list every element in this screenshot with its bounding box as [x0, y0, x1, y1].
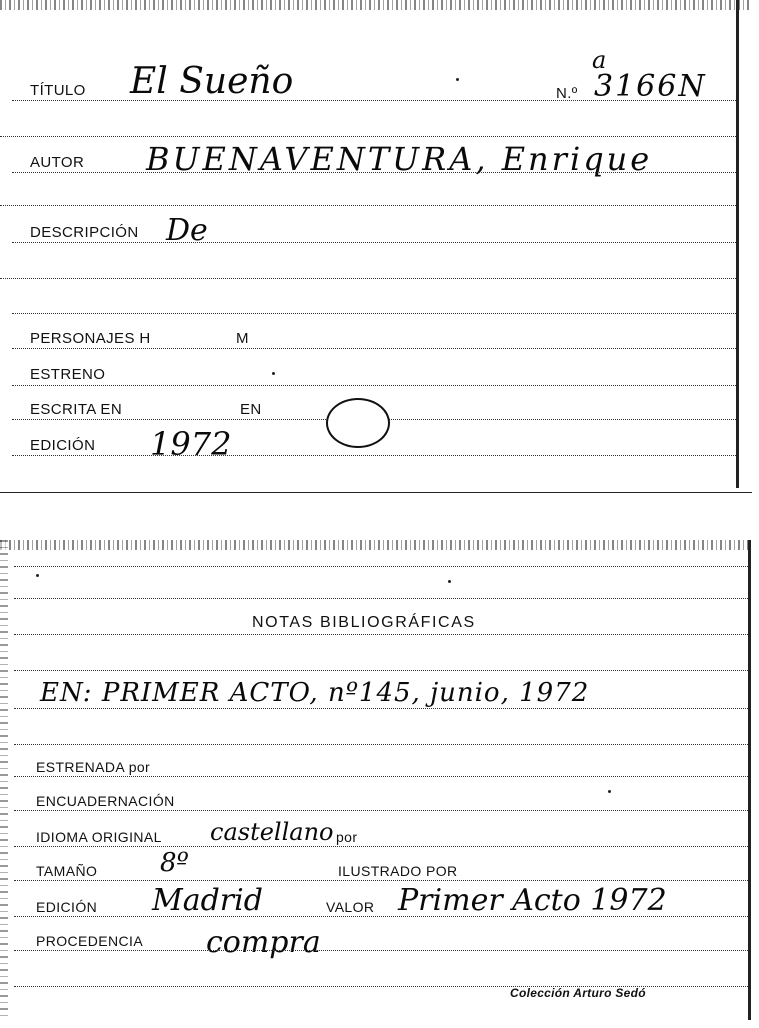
- catalog-card-back: [0, 540, 752, 1020]
- numero-value: 3166N: [594, 69, 707, 104]
- card-edge: [736, 0, 739, 488]
- ruled-line: [14, 846, 748, 847]
- ilustrado-label: ILUSTRADO POR: [338, 863, 458, 879]
- notas-heading: NOTAS BIBLIOGRÁFICAS: [252, 614, 476, 631]
- ruled-line: [14, 880, 748, 881]
- numero-superscript: a: [592, 46, 607, 74]
- procedencia-value: compra: [206, 925, 321, 960]
- ruled-line: [14, 670, 748, 671]
- card-edge: [0, 540, 752, 550]
- personajes-m-label: M: [236, 330, 249, 347]
- ruled-line: [12, 172, 736, 173]
- ruled-line: [12, 100, 736, 101]
- ruled-line: [12, 313, 736, 314]
- estrenada-label: ESTRENADA por: [36, 759, 151, 775]
- ruled-line: [14, 598, 748, 599]
- ruled-line: [0, 278, 736, 279]
- card-separator: [0, 492, 752, 493]
- punch-hole: [326, 398, 390, 448]
- procedencia-label: PROCEDENCIA: [36, 933, 144, 949]
- titulo-value: El Sueño: [130, 61, 294, 102]
- ruled-line: [14, 810, 748, 811]
- ruled-line: [14, 566, 748, 567]
- collection-footer: Colección Arturo Sedó: [510, 986, 646, 1000]
- edicion-value: 1972: [150, 425, 232, 463]
- valor-value: Primer Acto 1972: [398, 883, 667, 918]
- edicion-label: EDICIÓN: [30, 437, 96, 454]
- descripcion-label: DESCRIPCIÓN: [30, 224, 139, 241]
- valor-label: VALOR: [326, 899, 375, 915]
- speck: [456, 78, 459, 81]
- titulo-label: TÍTULO: [30, 82, 86, 99]
- ruled-line: [14, 916, 748, 917]
- ruled-line: [14, 776, 748, 777]
- descripcion-value: De: [166, 213, 208, 248]
- speck: [272, 372, 275, 375]
- bibliographic-note: EN: PRIMER ACTO, nº145, junio, 1972: [40, 678, 590, 708]
- escrita-label: ESCRITA EN: [30, 401, 123, 418]
- edicion-back-value: Madrid: [152, 883, 263, 918]
- estreno-label: ESTRENO: [30, 366, 106, 383]
- idioma-label: IDIOMA ORIGINAL: [36, 829, 162, 845]
- speck: [36, 574, 39, 577]
- card-edge: [748, 540, 751, 1020]
- autor-value: BUENAVENTURA, Enrique: [146, 140, 653, 178]
- ruled-line: [14, 634, 748, 635]
- ruled-line: [12, 348, 736, 349]
- speck: [608, 790, 611, 793]
- personajes-label: PERSONAJES H: [30, 330, 151, 347]
- idioma-value: castellano: [210, 818, 334, 846]
- encuadernacion-label: ENCUADERNACIÓN: [36, 793, 175, 809]
- ruled-line: [12, 385, 736, 386]
- ruled-line: [0, 136, 736, 137]
- speck: [448, 580, 451, 583]
- card-edge: [0, 540, 8, 1020]
- numero-label: N.º: [556, 85, 578, 102]
- ruled-line: [12, 242, 736, 243]
- ruled-line: [0, 205, 736, 206]
- escrita-en-label: EN: [240, 401, 262, 418]
- ruled-line: [12, 455, 736, 456]
- catalog-card-front: [0, 0, 752, 492]
- card-edge: [0, 0, 752, 10]
- ruled-line: [14, 950, 748, 951]
- tamano-value: 8º: [160, 848, 189, 878]
- idioma-suffix: por: [336, 829, 358, 845]
- autor-label: AUTOR: [30, 154, 85, 171]
- edicion-back-label: EDICIÓN: [36, 899, 98, 915]
- ruled-line: [14, 708, 748, 709]
- ruled-line: [14, 744, 748, 745]
- tamano-label: TAMAÑO: [36, 863, 98, 879]
